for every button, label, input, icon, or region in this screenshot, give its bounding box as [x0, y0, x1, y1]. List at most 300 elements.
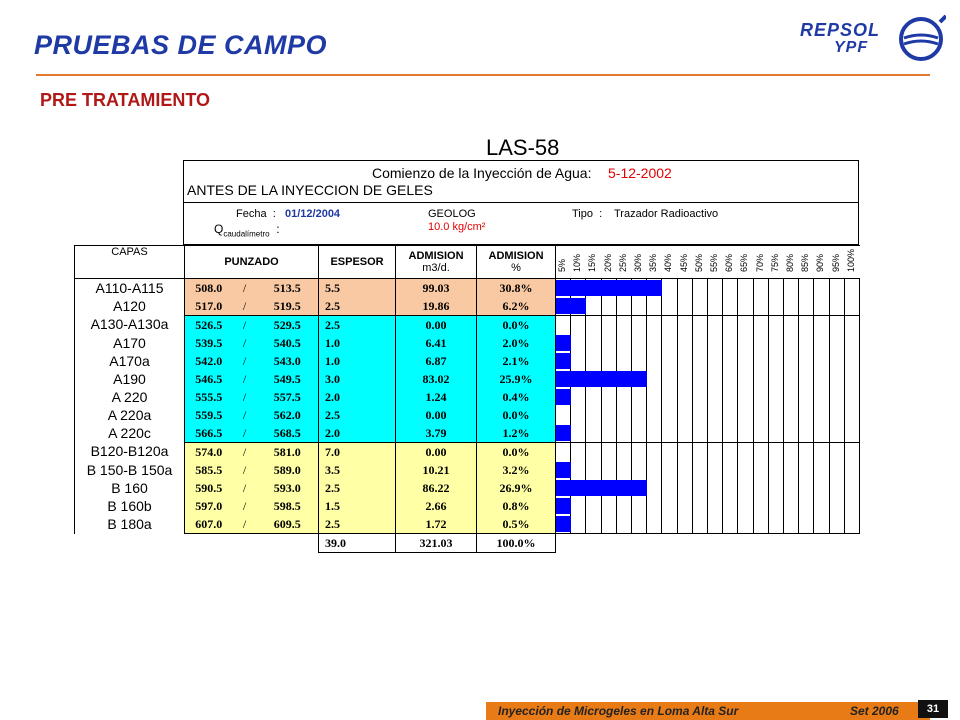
grid-line: [585, 352, 586, 370]
grid-line: [813, 334, 814, 352]
admision-m3-cell: 99.03: [396, 279, 477, 298]
grid-line: [829, 370, 830, 388]
grid-line: [631, 497, 632, 515]
admision-pct-cell: 0.0%: [477, 406, 556, 424]
grid-line: [661, 461, 662, 479]
grid-line: [753, 370, 754, 388]
punzado-to-cell: 598.5: [257, 497, 319, 515]
grid-line: [677, 370, 678, 388]
grid-line: [661, 370, 662, 388]
grid-line: [646, 334, 647, 352]
percent-bar-cell: [556, 352, 860, 370]
admision-m3-cell: 1.72: [396, 515, 477, 534]
grid-line: [753, 388, 754, 406]
grid-line: [813, 497, 814, 515]
total-pct: 100.0%: [477, 534, 556, 553]
logo-line2: YPF: [834, 39, 869, 56]
grid-line: [829, 279, 830, 297]
grid-line: [631, 406, 632, 424]
grid-line: [737, 406, 738, 424]
grid-line: [829, 461, 830, 479]
grid-line: [692, 443, 693, 461]
grid-line: [677, 352, 678, 370]
capa-cell: B 150-B 150a: [75, 461, 185, 479]
grid-line: [661, 424, 662, 442]
punzado-to-cell: 557.5: [257, 388, 319, 406]
grid-line: [844, 461, 845, 479]
tipo-value: Trazador Radioactivo: [614, 208, 719, 220]
grid-line: [768, 515, 769, 533]
start-date: 5-12-2002: [608, 165, 672, 181]
punzado-sep-cell: /: [233, 461, 257, 479]
admision-m3-cell: 0.00: [396, 443, 477, 462]
grid-line: [601, 316, 602, 334]
grid-line: [813, 424, 814, 442]
admision-m3-cell: 6.41: [396, 334, 477, 352]
grid-line: [677, 443, 678, 461]
grid-line: [570, 443, 571, 461]
punzado-sep-cell: /: [233, 406, 257, 424]
grid-line: [585, 388, 586, 406]
grid-line: [753, 279, 754, 297]
grid-line: [601, 461, 602, 479]
grid-line: [737, 316, 738, 334]
grid-line: [722, 424, 723, 442]
grid-line: [798, 424, 799, 442]
grid-line: [813, 316, 814, 334]
logo-line1: REPSOL: [800, 20, 881, 40]
grid-line: [783, 515, 784, 533]
grid-line: [859, 370, 860, 388]
admision-bar: [556, 298, 586, 314]
grid-line: [768, 279, 769, 297]
grid-line: [646, 388, 647, 406]
punzado-sep-cell: /: [233, 352, 257, 370]
grid-line: [768, 461, 769, 479]
totals-row: [75, 534, 860, 553]
before-label: ANTES DE LA INYECCION DE GELES: [187, 182, 433, 198]
admision-pct-cell: 25.9%: [477, 370, 556, 388]
grid-line: [692, 297, 693, 315]
grid-line: [692, 424, 693, 442]
admision-pct-cell: 3.2%: [477, 461, 556, 479]
admision-pct-cell: 2.1%: [477, 352, 556, 370]
punzado-sep-cell: /: [233, 370, 257, 388]
grid-line: [585, 461, 586, 479]
grid-line: [661, 515, 662, 533]
capa-cell: A130-A130a: [75, 316, 185, 335]
admision-bar: [556, 280, 662, 296]
grid-line: [707, 497, 708, 515]
grid-line: [783, 334, 784, 352]
grid-line: [859, 297, 860, 315]
grid-line: [753, 443, 754, 461]
admision-m3-cell: 86.22: [396, 479, 477, 497]
admision-bar: [556, 353, 571, 369]
percent-bar-cell: [556, 497, 860, 515]
punzado-sep-cell: /: [233, 497, 257, 515]
espesor-cell: 2.5: [319, 479, 396, 497]
capa-cell: B 160b: [75, 497, 185, 515]
grid-line: [783, 279, 784, 297]
espesor-cell: 2.0: [319, 424, 396, 443]
admision-bar: [556, 371, 647, 387]
grid-line: [677, 316, 678, 334]
grid-line: [859, 406, 860, 424]
percent-bar-cell: [556, 297, 860, 316]
grid-line: [798, 497, 799, 515]
grid-line: [798, 279, 799, 297]
grid-line: [753, 334, 754, 352]
grid-line: [661, 497, 662, 515]
grid-line: [737, 461, 738, 479]
grid-line: [813, 479, 814, 497]
grid-line: [813, 461, 814, 479]
punzado-from-cell: 566.5: [185, 424, 233, 443]
grid-line: [677, 406, 678, 424]
percent-label: 65%: [739, 253, 750, 272]
percent-label: 5%: [557, 258, 567, 272]
grid-line: [844, 279, 845, 297]
grid-line: [783, 461, 784, 479]
grid-line: [722, 279, 723, 297]
grid-line: [859, 352, 860, 370]
grid-line: [722, 352, 723, 370]
fecha-label: Fecha :: [236, 208, 276, 220]
grid-line: [692, 316, 693, 334]
grid-line: [707, 479, 708, 497]
punzado-to-cell: 593.0: [257, 479, 319, 497]
punzado-from-cell: 559.5: [185, 406, 233, 424]
espesor-cell: 7.0: [319, 443, 396, 462]
punzado-from-cell: 508.0: [185, 279, 233, 298]
table-row: [75, 461, 860, 479]
grid-line: [722, 461, 723, 479]
grid-line: [859, 424, 860, 442]
espesor-cell: 1.0: [319, 352, 396, 370]
capa-cell: B120-B120a: [75, 443, 185, 462]
grid-line: [631, 388, 632, 406]
grid-line: [601, 388, 602, 406]
grid-line: [753, 316, 754, 334]
col-punzado-header: PUNZADO: [185, 246, 319, 279]
grid-line: [768, 316, 769, 334]
table-row: [75, 334, 860, 352]
grid-line: [601, 334, 602, 352]
grid-line: [753, 461, 754, 479]
grid-line: [783, 388, 784, 406]
grid-line: [601, 443, 602, 461]
grid-line: [677, 388, 678, 406]
total-m3: 321.03: [396, 534, 477, 553]
grid-line: [616, 424, 617, 442]
grid-line: [601, 352, 602, 370]
grid-line: [829, 388, 830, 406]
percent-bar-cell: [556, 334, 860, 352]
admision-pct-cell: 0.0%: [477, 443, 556, 462]
col-espesor-header: ESPESOR: [319, 246, 396, 279]
table-row: [75, 515, 860, 534]
grid-line: [722, 479, 723, 497]
table-row: [75, 279, 860, 298]
percent-bar-cell: [556, 479, 860, 497]
grid-line: [798, 443, 799, 461]
grid-line: [601, 406, 602, 424]
percent-bar-cell: [556, 406, 860, 424]
grid-line: [661, 352, 662, 370]
grid-line: [631, 461, 632, 479]
grid-line: [722, 316, 723, 334]
table-row: [75, 406, 860, 424]
fecha-value: 01/12/2004: [285, 208, 341, 220]
grid-line: [707, 461, 708, 479]
grid-line: [677, 424, 678, 442]
tipo-label: Tipo :: [572, 208, 603, 220]
grid-line: [677, 497, 678, 515]
col-admision-m3-header: ADMISION m3/d.: [396, 246, 477, 279]
punzado-to-cell: 543.0: [257, 352, 319, 370]
admision-pct-cell: 0.5%: [477, 515, 556, 534]
grid-line: [692, 334, 693, 352]
grid-line: [631, 352, 632, 370]
grid-line: [585, 424, 586, 442]
punzado-to-cell: 549.5: [257, 370, 319, 388]
title-rule: [36, 74, 930, 76]
grid-line: [783, 352, 784, 370]
table-row: [75, 388, 860, 406]
percent-label: 25%: [617, 253, 628, 272]
grid-line: [783, 424, 784, 442]
percent-label: 40%: [663, 253, 674, 272]
grid-line: [813, 406, 814, 424]
grid-line: [798, 461, 799, 479]
grid-line: [829, 316, 830, 334]
admision-m3-cell: 2.66: [396, 497, 477, 515]
punzado-sep-cell: /: [233, 316, 257, 335]
percent-label: 90%: [815, 253, 826, 272]
grid-line: [768, 388, 769, 406]
grid-line: [737, 279, 738, 297]
grid-line: [707, 334, 708, 352]
col-admision-pct-header: ADMISION %: [477, 246, 556, 279]
percent-label: 45%: [678, 253, 689, 272]
footer-date: Set 2006: [850, 704, 899, 718]
grid-line: [661, 479, 662, 497]
percent-scale-header: [556, 246, 860, 279]
grid-line: [601, 515, 602, 533]
grid-line: [722, 334, 723, 352]
grid-line: [859, 497, 860, 515]
grid-line: [631, 297, 632, 315]
grid-line: [585, 406, 586, 424]
capa-cell: A120: [75, 297, 185, 316]
espesor-cell: 5.5: [319, 279, 396, 298]
grid-line: [601, 497, 602, 515]
grid-line: [768, 479, 769, 497]
espesor-cell: 2.5: [319, 316, 396, 335]
q-label: $Q_{caudalímetro}$ :: [214, 222, 280, 239]
grid-line: [737, 297, 738, 315]
grid-line: [677, 461, 678, 479]
grid-line: [813, 297, 814, 315]
grid-line: [783, 297, 784, 315]
grid-line: [692, 279, 693, 297]
capa-cell: A 220c: [75, 424, 185, 443]
grid-line: [631, 515, 632, 533]
capa-cell: A110-A115: [75, 279, 185, 298]
grid-line: [707, 388, 708, 406]
grid-line: [844, 406, 845, 424]
grid-line: [783, 443, 784, 461]
grid-line: [783, 316, 784, 334]
grid-line: [707, 424, 708, 442]
table-row: [75, 424, 860, 443]
percent-bar-cell: [556, 316, 860, 335]
grid-line: [768, 334, 769, 352]
admision-bar: [556, 389, 571, 405]
grid-line: [707, 515, 708, 533]
admision-m3-cell: 3.79: [396, 424, 477, 443]
grid-line: [798, 388, 799, 406]
total-espesor: 39.0: [319, 534, 396, 553]
capa-cell: A190: [75, 370, 185, 388]
grid-line: [616, 497, 617, 515]
percent-label: 55%: [709, 253, 719, 272]
well-name: LAS-58: [486, 135, 560, 160]
grid-line: [570, 316, 571, 334]
espesor-cell: 2.5: [319, 297, 396, 316]
grid-line: [692, 479, 693, 497]
punzado-from-cell: 585.5: [185, 461, 233, 479]
capa-cell: A170a: [75, 352, 185, 370]
punzado-to-cell: 568.5: [257, 424, 319, 443]
grid-line: [844, 388, 845, 406]
grid-line: [616, 443, 617, 461]
admision-bar: [556, 462, 571, 478]
punzado-sep-cell: /: [233, 279, 257, 298]
punzado-sep-cell: /: [233, 334, 257, 352]
grid-line: [722, 297, 723, 315]
footer-text: Inyección de Microgeles en Loma Alta Sur: [498, 704, 739, 718]
grid-line: [813, 370, 814, 388]
grid-line: [692, 388, 693, 406]
grid-line: [768, 297, 769, 315]
grid-line: [753, 297, 754, 315]
grid-line: [844, 334, 845, 352]
grid-line: [646, 352, 647, 370]
capa-cell: A 220: [75, 388, 185, 406]
punzado-sep-cell: /: [233, 515, 257, 534]
geolog-value: 10.0 kg/cm²: [428, 221, 486, 233]
grid-line: [737, 479, 738, 497]
punzado-from-cell: 526.5: [185, 316, 233, 335]
punzado-to-cell: 519.5: [257, 297, 319, 316]
percent-label: 100%: [845, 248, 856, 272]
grid-line: [646, 443, 647, 461]
totals-spacer: [556, 534, 860, 553]
grid-line: [753, 424, 754, 442]
grid-line: [631, 316, 632, 334]
table-row: [75, 370, 860, 388]
percent-bar-cell: [556, 443, 860, 462]
punzado-from-cell: 539.5: [185, 334, 233, 352]
grid-line: [601, 424, 602, 442]
grid-line: [859, 334, 860, 352]
percent-label: 35%: [648, 253, 659, 272]
grid-line: [570, 406, 571, 424]
grid-line: [813, 388, 814, 406]
percent-label: 95%: [830, 253, 841, 272]
percent-label: 20%: [602, 253, 613, 272]
grid-line: [677, 479, 678, 497]
admision-m3-cell: 1.24: [396, 388, 477, 406]
grid-line: [692, 515, 693, 533]
grid-line: [661, 443, 662, 461]
grid-line: [783, 370, 784, 388]
admision-bar: [556, 516, 571, 532]
grid-line: [859, 316, 860, 334]
grid-line: [844, 424, 845, 442]
percent-label: 15%: [587, 253, 598, 272]
grid-line: [798, 479, 799, 497]
table-row: [75, 443, 860, 462]
grid-line: [737, 352, 738, 370]
admision-bar: [556, 335, 571, 351]
admision-pct-cell: 0.8%: [477, 497, 556, 515]
grid-line: [829, 297, 830, 315]
grid-line: [722, 406, 723, 424]
grid-line: [616, 316, 617, 334]
punzado-from-cell: 546.5: [185, 370, 233, 388]
grid-line: [616, 388, 617, 406]
grid-line: [844, 352, 845, 370]
grid-line: [844, 443, 845, 461]
grid-line: [844, 497, 845, 515]
percent-bar-cell: [556, 388, 860, 406]
grid-line: [677, 279, 678, 297]
punzado-from-cell: 517.0: [185, 297, 233, 316]
repsol-ypf-logo: [800, 10, 950, 70]
col-capas-header: CAPAS: [75, 246, 185, 279]
grid-line: [768, 406, 769, 424]
grid-line: [646, 316, 647, 334]
percent-label: 50%: [693, 253, 704, 272]
table-row: [75, 479, 860, 497]
grid-line: [707, 370, 708, 388]
grid-line: [829, 479, 830, 497]
grid-line: [601, 297, 602, 315]
grid-line: [661, 388, 662, 406]
punzado-from-cell: 574.0: [185, 443, 233, 462]
grid-line: [753, 497, 754, 515]
grid-line: [829, 424, 830, 442]
grid-line: [798, 297, 799, 315]
grid-line: [616, 334, 617, 352]
grid-line: [646, 515, 647, 533]
admision-bar: [556, 498, 571, 514]
percent-bar-cell: [556, 279, 860, 298]
grid-line: [707, 279, 708, 297]
grid-line: [859, 515, 860, 533]
admision-m3-cell: 0.00: [396, 316, 477, 335]
percent-label: 10%: [572, 253, 583, 272]
grid-line: [768, 443, 769, 461]
punzado-sep-cell: /: [233, 297, 257, 316]
grid-line: [798, 370, 799, 388]
grid-line: [844, 515, 845, 533]
grid-line: [813, 352, 814, 370]
grid-line: [798, 334, 799, 352]
